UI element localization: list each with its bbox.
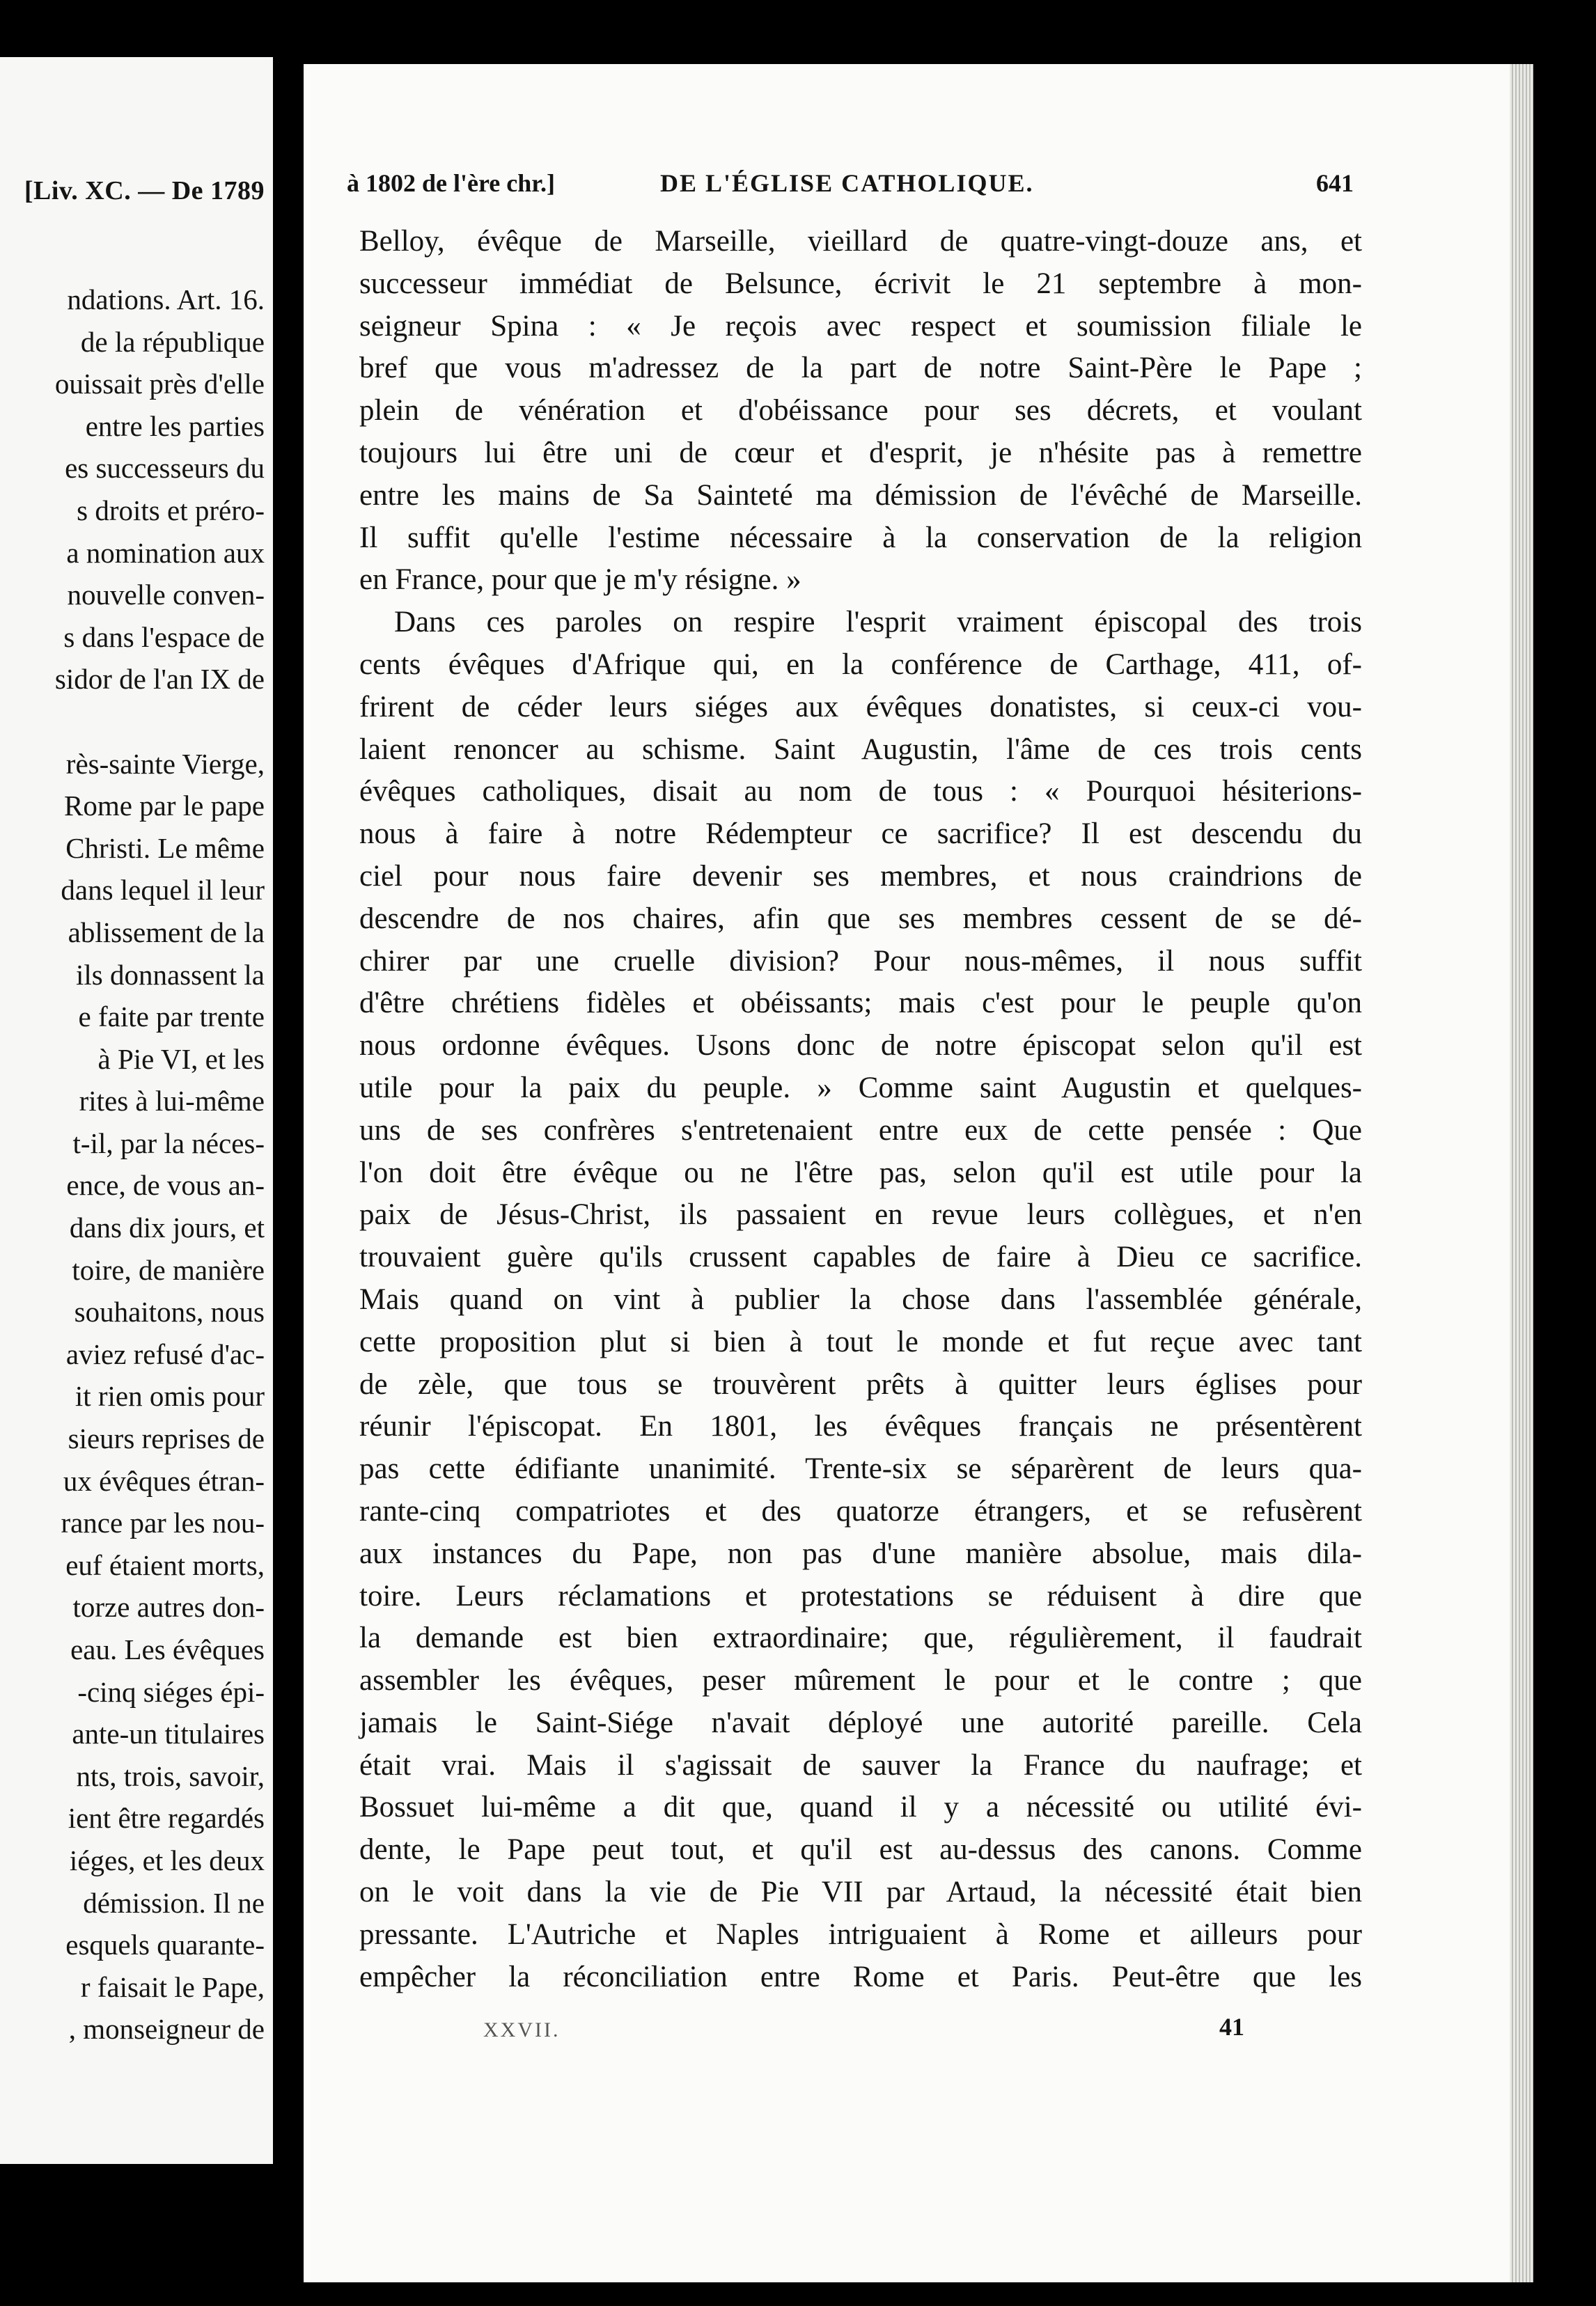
body-text bbox=[359, 221, 1362, 1998]
text-line: laient renoncer au schisme. Saint Augustin, l'âme de ces trois cents bbox=[359, 732, 1362, 766]
text-line: pas cette édifiante unanimité. Trente-six se séparèrent de leurs qua- bbox=[359, 1452, 1362, 1486]
left-text-line: ablissement de la bbox=[68, 916, 265, 948]
text-line: réunir l'épiscopat. En 1801, les évêques français ne présentèrent bbox=[359, 1410, 1362, 1443]
left-text-line: de la république bbox=[80, 325, 265, 358]
left-text-line: euf étaient morts, bbox=[65, 1548, 265, 1581]
book-gutter bbox=[273, 57, 304, 2164]
left-text-line: rance par les nou- bbox=[61, 1507, 265, 1539]
left-text-line: Christi. Le même bbox=[65, 831, 265, 864]
left-text-line: nts, trois, savoir, bbox=[76, 1759, 265, 1792]
text-line: d'être chrétiens fidèles et obéissants; mais c'est pour le peuple qu'on bbox=[359, 987, 1362, 1020]
left-text-line: -cinq siéges épi- bbox=[77, 1675, 265, 1708]
left-text-line: démission. Il ne bbox=[83, 1886, 265, 1919]
text-line: la demande est bien extraordinaire; que, régulièrement, il faudrait bbox=[359, 1622, 1362, 1655]
left-text-line: ndations. Art. 16. bbox=[67, 283, 265, 315]
text-line: en France, pour que je m'y résigne. » bbox=[359, 563, 801, 597]
text-line: seigneur Spina : « Je reçois avec respect et soumission filiale le bbox=[359, 309, 1362, 343]
left-text-line: t-il, par la néces- bbox=[72, 1127, 265, 1159]
left-text-line: ence, de vous an- bbox=[66, 1169, 265, 1202]
right-page bbox=[304, 64, 1510, 2282]
left-text-line: it rien omis pour bbox=[75, 1380, 265, 1413]
text-line: aux instances du Pape, non pas d'une manière absolue, mais dila- bbox=[359, 1537, 1362, 1570]
text-line: empêcher la réconciliation entre Rome et Paris. Peut-être que les bbox=[359, 1960, 1362, 1993]
left-text-line: aviez refusé d'ac- bbox=[65, 1338, 265, 1370]
text-line: Bossuet lui-même a dit que, quand il y a nécessité ou utilité évi- bbox=[359, 1791, 1362, 1824]
left-text-line: Rome par le pape bbox=[63, 790, 265, 822]
text-line: entre les mains de Sa Sainteté ma démission de l'évêché de Marseille. bbox=[359, 478, 1362, 512]
signature-mark: XXVII. bbox=[483, 2018, 561, 2041]
left-text-line: sidor de l'an IX de bbox=[54, 663, 265, 696]
text-line: plein de vénération et d'obéissance pour ses décrets, et voulant bbox=[359, 394, 1362, 428]
left-text-line: à Pie VI, et les bbox=[97, 1042, 265, 1075]
text-line: de zèle, que tous se trouvèrent prêts à quitter leurs églises pour bbox=[359, 1367, 1362, 1401]
left-text-line: souhaitons, nous bbox=[74, 1296, 265, 1328]
left-text-line: es successeurs du bbox=[65, 452, 265, 485]
text-line: toire. Leurs réclamations et protestations se réduisent à dire que bbox=[359, 1579, 1362, 1613]
left-text-line: toire, de manière bbox=[72, 1253, 265, 1286]
left-text-line: dans dix jours, et bbox=[69, 1211, 265, 1244]
page-header bbox=[347, 168, 1354, 203]
left-text-line: sieurs reprises de bbox=[68, 1422, 265, 1455]
text-line: nous ordonne évêques. Usons donc de notre épiscopat selon qu'il est bbox=[359, 1029, 1362, 1062]
left-text-line: torze autres don- bbox=[72, 1591, 265, 1624]
text-line: frirent de céder leurs siéges aux évêques donatistes, si ceux-ci vou- bbox=[359, 690, 1362, 723]
left-text-line: ils donnassent la bbox=[75, 958, 265, 991]
text-line: dente, le Pape peut tout, et qu'il est au-dessus des canons. Comme bbox=[359, 1833, 1362, 1867]
left-text-line: ux évêques étran- bbox=[63, 1464, 265, 1497]
text-line: toujours lui être uni de cœur et d'esprit, je n'hésite pas à remettre bbox=[359, 436, 1362, 469]
left-text-line: nouvelle conven- bbox=[67, 579, 265, 611]
left-text-line bbox=[0, 700, 265, 743]
left-running-head: [Liv. XC. — De 1789 bbox=[24, 176, 265, 205]
left-text-line: s droits et préro- bbox=[77, 494, 265, 526]
text-line: successeur immédiat de Belsunce, écrivit le 21 septembre à mon- bbox=[359, 267, 1362, 300]
page-edge-stack bbox=[1510, 64, 1533, 2282]
left-text-line: a nomination aux bbox=[66, 536, 265, 569]
page-number: 641 bbox=[1316, 169, 1354, 197]
left-facing-page bbox=[0, 57, 273, 2164]
left-text-line: ient être regardés bbox=[68, 1802, 265, 1835]
text-line: nous à faire à notre Rédempteur ce sacrifice? Il est descendu du bbox=[359, 817, 1362, 851]
text-line: Mais quand on vint à publier la chose dans l'assemblée générale, bbox=[359, 1283, 1362, 1316]
text-line: était vrai. Mais il s'agissait de sauver la France du naufrage; et bbox=[359, 1748, 1362, 1782]
text-line: cents évêques d'Afrique qui, en la conférence de Carthage, 411, of- bbox=[359, 648, 1362, 681]
header-date-range: à 1802 de l'ère chr.] bbox=[347, 169, 555, 197]
text-line: uns de ses confrères s'entretenaient entre eux de cette pensée : Que bbox=[359, 1113, 1362, 1147]
left-text-line: ante-un titulaires bbox=[72, 1718, 265, 1750]
left-text-line: rès-sainte Vierge, bbox=[65, 747, 265, 780]
sheet-number: 41 bbox=[1219, 2013, 1244, 2041]
left-text-line: ouissait près d'elle bbox=[54, 368, 265, 400]
text-line: ciel pour nous faire devenir ses membres, et nous craindrions de bbox=[359, 859, 1362, 893]
header-title: DE L'ÉGLISE CATHOLIQUE. bbox=[660, 169, 1034, 197]
text-line: on le voit dans la vie de Pie VII par Artaud, la nécessité était bien bbox=[359, 1876, 1362, 1909]
left-text-line: dans lequel il leur bbox=[61, 874, 265, 907]
text-line: assembler les évêques, peser mûrement le pour et le contre ; que bbox=[359, 1664, 1362, 1697]
text-line: cette proposition plut si bien à tout le monde et fut reçue avec tant bbox=[359, 1325, 1362, 1358]
left-page-text bbox=[0, 279, 265, 2050]
text-line: trouvaient guère qu'ils crussent capables de faire à Dieu ce sacrifice. bbox=[359, 1241, 1362, 1274]
left-text-line: eau. Les évêques bbox=[70, 1633, 265, 1665]
text-line: utile pour la paix du peuple. » Comme saint Augustin et quelques- bbox=[359, 1071, 1362, 1104]
left-text-line: s dans l'espace de bbox=[63, 620, 265, 653]
text-line: bref que vous m'adressez de la part de notre Saint-Père le Pape ; bbox=[359, 352, 1362, 385]
text-line: évêques catholiques, disait au nom de tous : « Pourquoi hésiterions- bbox=[359, 775, 1362, 808]
text-line: pressante. L'Autriche et Naples intriguaient à Rome et ailleurs pour bbox=[359, 1917, 1362, 1951]
left-text-line: iéges, et les deux bbox=[69, 1844, 265, 1876]
text-line: Il suffit qu'elle l'estime nécessaire à la conservation de la religion bbox=[359, 521, 1362, 554]
text-line: rante-cinq compatriotes et des quatorze étrangers, et se refusèrent bbox=[359, 1494, 1362, 1528]
text-line: Belloy, évêque de Marseille, vieillard de quatre-vingt-douze ans, et bbox=[359, 225, 1362, 258]
text-line: chirer par une cruelle division? Pour nous-mêmes, il nous suffit bbox=[359, 944, 1362, 978]
text-line: jamais le Saint-Siége n'avait déployé une autorité pareille. Cela bbox=[359, 1706, 1362, 1739]
text-line: paix de Jésus-Christ, ils passaient en revue leurs collègues, et n'en bbox=[359, 1198, 1362, 1232]
text-line: Dans ces paroles on respire l'esprit vraiment épiscopal des trois bbox=[394, 606, 1362, 639]
left-text-line: rites à lui-même bbox=[79, 1085, 265, 1117]
left-text-line: , monseigneur de bbox=[68, 2013, 265, 2046]
left-text-line: esquels quarante- bbox=[65, 1929, 265, 1961]
left-text-line: e faite par trente bbox=[78, 1001, 265, 1033]
left-text-line: r faisait le Pape, bbox=[80, 1970, 265, 2003]
left-text-line: entre les parties bbox=[85, 409, 265, 442]
text-line: l'on doit être évêque ou ne l'être pas, selon qu'il est utile pour la bbox=[359, 1156, 1362, 1189]
text-line: descendre de nos chaires, afin que ses membres cessent de se dé- bbox=[359, 902, 1362, 935]
